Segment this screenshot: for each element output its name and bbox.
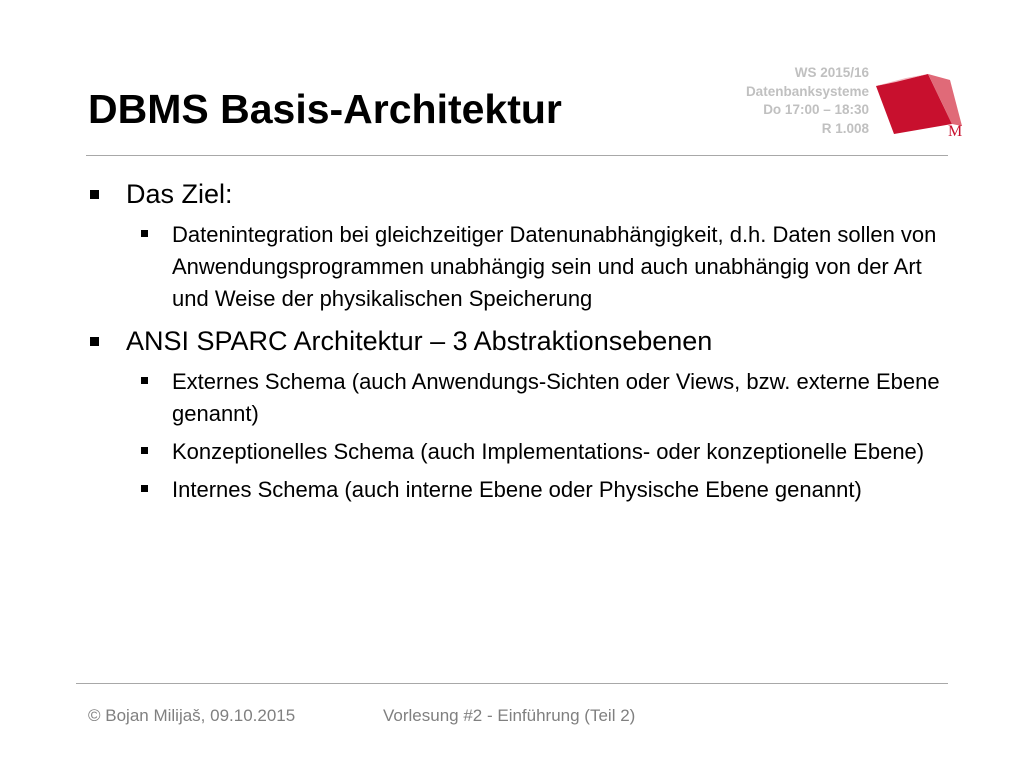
bullet-text: Externes Schema (auch Anwendungs-Sichten oder Views, bzw. externe Ebene genannt): [172, 369, 940, 426]
square-bullet-icon: [141, 447, 148, 454]
bullet-item: [88, 219, 952, 315]
title-divider: [86, 155, 948, 156]
course-info: [746, 64, 869, 138]
course-name: Datenbanksysteme: [745, 83, 869, 99]
square-bullet-icon: [141, 377, 148, 384]
slide-title: DBMS Basis-Architektur: [88, 86, 562, 132]
square-bullet-icon: [90, 337, 99, 346]
bullet-item: [88, 474, 952, 506]
bullet-section-2: [88, 325, 948, 358]
footer-lecture: Vorlesung #2 - Einführung (Teil 2): [383, 706, 636, 725]
bullet-text: Internes Schema (auch interne Ebene oder Physische Ebene genannt): [172, 477, 862, 502]
bullet-text: Konzeptionelles Schema (auch Implementations- oder konzeptionelle Ebene): [172, 439, 925, 464]
footer-divider: [76, 683, 948, 684]
square-bullet-icon: [141, 230, 148, 237]
red-cube-logo-icon: [876, 72, 968, 144]
bullet-text: Datenintegration bei gleichzeitiger Datenunabhängigkeit, d.h. Daten sollen von Anwendungsprogrammen unabhängig sein und auch unabhängig von der Art und Weise der physikalischen Speicherung: [172, 222, 937, 311]
bullet-section-1: [88, 178, 948, 211]
slide-content: [88, 178, 948, 512]
course-time: Do 17:00 – 18:30: [763, 102, 869, 117]
section-heading-ansi-sparc: ANSI SPARC Architektur – 3 Abstraktionsebenen: [126, 326, 713, 356]
course-semester: WS 2015/16: [794, 65, 869, 80]
bullet-item: [88, 436, 952, 468]
square-bullet-icon: [90, 190, 99, 199]
course-room: R 1.008: [821, 120, 869, 136]
square-bullet-icon: [141, 485, 148, 492]
section-heading-goal: Das Ziel:: [126, 179, 233, 209]
logo-letter: M: [948, 123, 963, 140]
bullet-item: [88, 366, 952, 430]
footer-author: © Bojan Milijaš, 09.10.2015: [88, 706, 296, 725]
